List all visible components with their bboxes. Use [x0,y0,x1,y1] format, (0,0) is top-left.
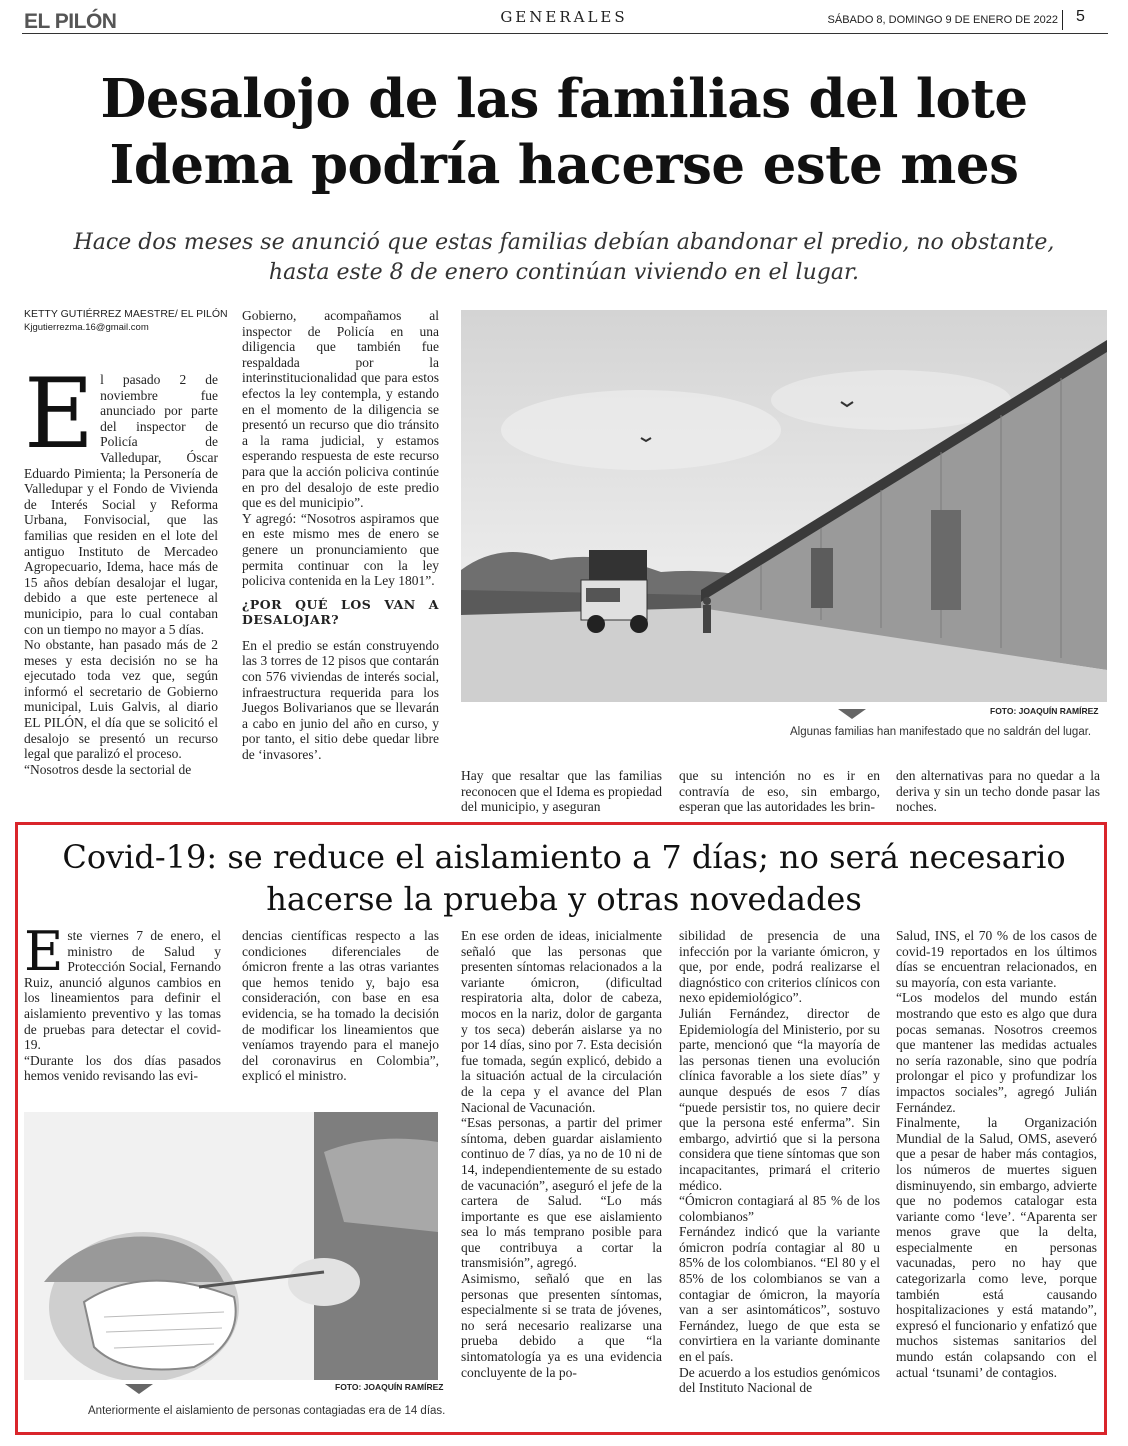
paragraph: En el predio se están construyendo las 3 torres de 12 pisos que contarán con 576 viviendas de interés social, infraestructura requerida para los Juegos Bolivarianos que se llevarán a cabo en junio del año en curso, y por tanto, el sitio debe quedar libre de ‘invasores’. [242,637,439,763]
paragraph: Gobierno, acompañamos al inspector de Policía en una diligencia que también fue respaldada por la interinstitucionalidad que para estos efectos la ley contempla, y estando en el momento de la diligencia se presentó un recurso que dio tránsito a la rama judicial, y estamos esperando respuesta de este recurso para que la acción policiva continúe en pro del desalojo de este predio que es del municipio”. [242,308,439,511]
subtitle-line-2: hasta este 8 de enero continúan viviendo en el lugar. [268,260,860,285]
covid-headline [20,836,1108,920]
issue-date: SÁBADO 8, DOMINGO 9 DE ENERO DE 2022 [827,14,1058,26]
article1-column-5: den alternativas para no quedar a la deriva y sin un techo donde pasar las noches. [896,768,1100,815]
page-divider [1062,10,1063,30]
headline-line-2: Idema podría hacerse este mes [109,134,1019,196]
caption-arrow-icon [838,709,866,719]
photo-caption: Anteriormente el aislamiento de personas contagiadas era de 14 días. [88,1405,446,1417]
article-headline [20,66,1108,198]
paragraph: “Los modelos del mundo están mostrando que esto es algo que dura pocas semanas. Nosotros creemos que mantener las medidas actuales no sería razonable, sino que podría prolongar el pico y profundizar los impactos sociales”, agregó Julián Fernández. [896,990,1097,1115]
paragraph: De acuerdo a los estudios genómicos del Instituto Nacional de [679,1364,880,1396]
article-subtitle [20,228,1108,288]
paragraph: Finalmente, la Organización Mundial de la Salud, OMS, aseveró que a pesar de haber más contagios, los números de muertes siguen disminuyendo, sin embargo, advierte que no podemos catalogar esta variante como ‘leve’. “Aparenta ser menos grave que la delta, especialmente en personas vacunadas, pero no hay que categorizarla como leve, porque también está causando hospitalizaciones y está matando”, expresó el funcionario y enfatizó que muchos sistemas sanitarios del mundo están colapsando con el actual ‘tsunami’ de contagios. [896,1115,1097,1380]
paragraph: ste viernes 7 de enero, el ministro de Salud y Protección Social, Fernando Ruiz, anunció algunos cambios en los lineamientos para definir el aislamiento preventivo y las tomas de pruebas para detectar el covid-19. [24,928,221,1053]
covid-column-4 [679,928,880,1420]
photo-credit: FOTO: JOAQUÍN RAMÍREZ [335,1382,444,1392]
paragraph: Asimismo, señaló que en las personas que presenten síntomas, especialmente si se trata de jóvenes, no será necesario realizarse una prueba debido a que “la sintomatología ya es una evidencia concluyente de la po- [461,1271,662,1380]
caption-arrow-icon [125,1384,153,1394]
byline: KETTY GUTIÉRREZ MAESTRE/ EL PILÓN [24,308,228,320]
article1-column-4: que su intención no es ir en contravía de eso, sin embargo, esperan que las autoridades les brin- [679,768,880,815]
drop-cap: E [24,928,64,983]
article1-column-3: Hay que resaltar que las familias reconocen que el Idema es propiedad del municipio, y aseguran [461,768,662,815]
newspaper-logo: EL PILÓN [24,10,117,33]
paragraph: Y agregó: “Nosotros aspiramos que en este mismo mes de enero se genere un pronunciamiento que permita continuar con la ley policiva contenida en la Ley 1801”. [242,510,439,589]
paragraph: “Ómicron contagiará al 85 % de los colombianos” [679,1193,880,1224]
paragraph: “Nosotros desde la sectorial de [24,761,192,777]
covid-column-1 [24,928,221,1088]
covid-column-5 [896,928,1097,1420]
paragraph: “Durante los dos días pasados hemos venido revisando las evi- [24,1052,221,1084]
warehouse-illustration [461,310,1107,702]
covid-headline-line-2: hacerse la prueba y otras novedades [266,880,862,918]
paragraph: Fernández indicó que la variante ómicron podría contagiar al 80 u 85% de los colombianos. “El 80 y el 85% de los colombianos se van a contagiar de ómicron, la mayoría van a ser asintomáticos”, sostuvo Fernández, luego de que esta se convirtiera en la variante dominante en el país. [679,1224,880,1365]
paragraph: En ese orden de ideas, inicialmente señaló que las personas que presenten síntomas relacionados a la variante ómicron, (dificultad respiratoria alta, dolor de cabeza, mocos en la nariz, dolor de garganta y tos seca) deberán aislarse ya no por 14 días, sino por 7. Esta decisión fue tomada, según explicó, debido a la situación actual de la circulación de la cepa y el avance del Plan Nacional de Vacunación. [461,928,662,1115]
section-name: GENERALES [500,8,628,26]
article1-column-1 [24,372,218,817]
paragraph: No obstante, han pasado más de 2 meses y esta decisión no se ha ejecutado toda vez que, según informó el secretario de Gobierno municipal, Luis Galvis, al diario EL PILÓN, el día que se solicitó el desalojo se presentó un recurso legal que paralizó el proceso. [24,637,218,762]
subtitle-line-1: Hace dos meses se anunció que estas familias debían abandonar el predio, no obstante, [73,230,1055,255]
warehouse-photo [461,310,1107,702]
header-rule [22,33,1108,34]
covid-headline-line-1: Covid-19: se reduce el aislamiento a 7 días; no será necesario [62,838,1066,876]
article1-column-2 [242,308,439,818]
drop-cap: E [24,372,95,470]
covid-column-2 [242,928,439,1088]
covid-test-illustration [24,1112,438,1380]
paragraph: sibilidad de presencia de una infección por la variante ómicron, y que, por ende, podrá realizarse el diagnóstico con criterios clínicos con nexo epidemiológico”. [679,928,880,1006]
photo-credit: FOTO: JOAQUÍN RAMÍREZ [990,706,1099,716]
paragraph: dencias científicas respecto a las condiciones diferenciales de ómicron frente a las otras variantes que hemos tenido y, bajo esa consideración, con base en esa evidencia, se ha tomado la decisión de modificar los lineamientos que veníamos trayendo para el manejo del coronavirus en Colombia”, explicó el ministro. [242,928,439,1084]
paragraph: “Esas personas, a partir del primer síntoma, deben guardar aislamiento continuo de 7 días, ya no de 10 ni de 14, independientemente de su estado de vacunación”, aseguró el jefe de la cartera de Salud. “Lo más importante es que ese aislamiento sea lo más temprano posible para que contribuya a cortar la transmisión”, agregó. [461,1115,662,1271]
covid-test-photo [24,1112,438,1380]
paragraph: l pasado 2 de noviembre fue anunciado por parte del inspector de Policía de Valledupar, Óscar Eduardo Pimienta; la Personería de Valledupar y el Fondo de Vivienda de Interés Social y Reforma Urbana, Fonvisocial, que las familias que residen en el lote del antiguo Instituto de Mercadeo Agropecuario, Idema, hace más de 15 años debían desalojar el lugar, debido a que este pertenece al municipio, para lo cual contaban con un tiempo no mayor a 5 días. [24,372,218,637]
section-subhead: ¿POR QUÉ LOS VAN A DESALOJAR? [242,596,439,628]
paragraph: Salud, INS, el 70 % de los casos de covid-19 reportados en los últimos días se encuentran relacionados, en su mayoría, con esta variante. [896,928,1097,990]
paragraph: Julián Fernández, director de Epidemiología del Ministerio, por su parte, mencionó que “la mayoría de las personas tienen una evolución clínica favorable a los siete días” y aunque después de esos 7 días “puede persistir tos, no quiere decir que la persona esté enferma”. Sin embargo, advirtió que si la persona considera que tiene síntomas que son incapacitantes, primará el criterio médico. [679,1005,880,1193]
photo-caption: Algunas familias han manifestado que no saldrán del lugar. [790,726,1092,738]
page-number: 5 [1076,8,1085,25]
covid-column-3 [461,928,662,1420]
headline-line-1: Desalojo de las familias del lote [100,68,1028,130]
author-email[interactable]: Kjgutierrezma.16@gmail.com [24,322,149,333]
